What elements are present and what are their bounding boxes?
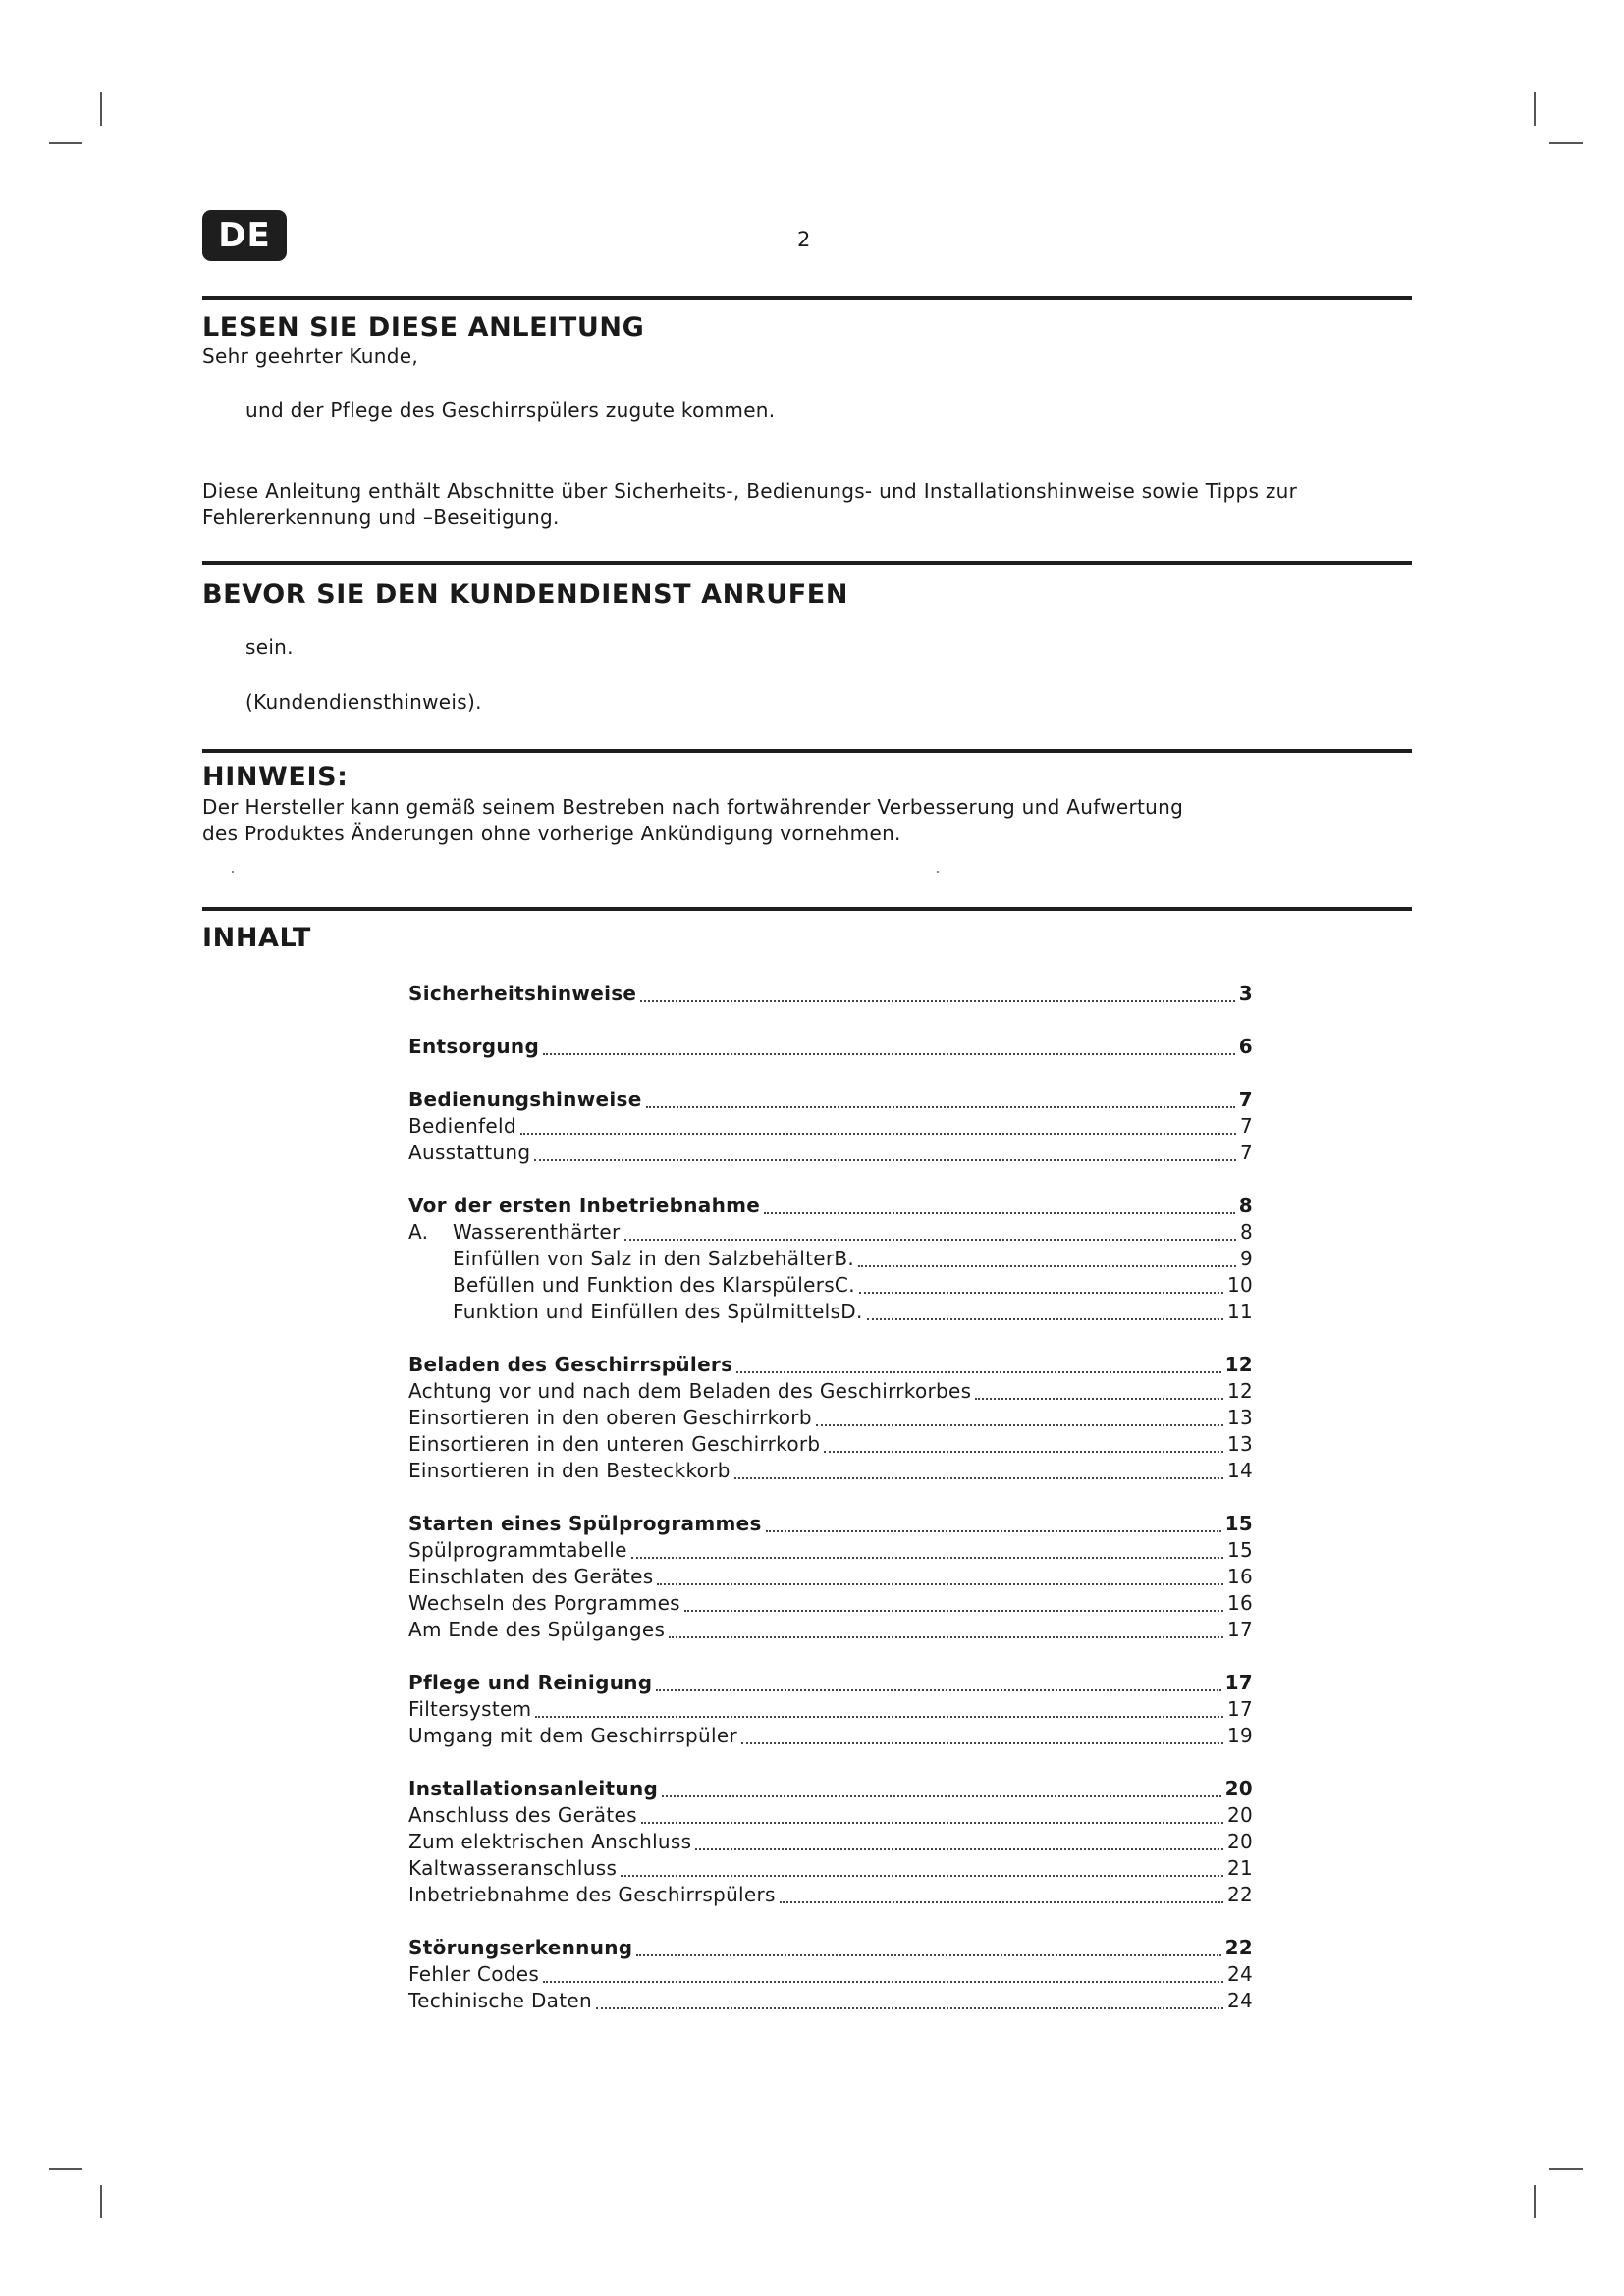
toc-entry <box>408 1618 1253 1644</box>
toc-entry-page: 3 <box>1238 982 1253 1005</box>
section-title-contents: INHALT <box>202 923 311 953</box>
note-paragraph-line: Der Hersteller kann gemäß seinem Bestreben nach fortwährender Verbesserung und Aufwertung <box>202 795 1184 819</box>
toc-entry-label: Inbetriebnahme des Geschirrspülers <box>408 1883 776 1906</box>
section-title-note: HINWEIS: <box>202 762 349 792</box>
toc-entry-label: Einfüllen von Salz in den SalzbehälterB. <box>453 1247 855 1270</box>
toc-group <box>408 1512 1253 1644</box>
toc-heading <box>408 982 1253 1008</box>
section-rule <box>202 749 1412 753</box>
toc-entry-page: 14 <box>1226 1459 1253 1482</box>
read-paragraph-line: Diese Anleitung enthält Abschnitte über Sicherheits-, Bedienungs- und Installationshinweise sowie Tipps zur <box>202 479 1298 503</box>
toc-leader-dots <box>824 1451 1223 1453</box>
toc-heading <box>408 1088 1253 1114</box>
toc-entry-page: 17 <box>1224 1671 1253 1694</box>
toc-entry-label: Kaltwasseranschluss <box>408 1856 618 1880</box>
toc-entry-label: Einsortieren in den Besteckkorb <box>408 1459 731 1482</box>
toc-entry-label: Einsortieren in den unteren Geschirrkorb <box>408 1432 821 1456</box>
toc-entry-page: 20 <box>1226 1830 1253 1853</box>
toc-leader-dots <box>859 1292 1223 1294</box>
toc-leader-dots <box>624 1239 1236 1241</box>
toc-entry-prefix: A. <box>408 1220 429 1244</box>
table-of-contents <box>408 982 1253 2042</box>
toc-entry <box>408 1406 1253 1432</box>
toc-entry-page: 22 <box>1226 1883 1253 1906</box>
toc-entry-page: 11 <box>1226 1300 1253 1323</box>
toc-entry-page: 8 <box>1239 1220 1253 1244</box>
toc-entry-label: Installationsanleitung <box>408 1777 659 1800</box>
toc-entry <box>408 1141 1253 1167</box>
toc-entry-page: 6 <box>1238 1035 1253 1058</box>
toc-leader-dots <box>736 1371 1220 1373</box>
toc-entry-label: Achtung vor und nach dem Beladen des Geschirrkorbes <box>408 1379 972 1403</box>
stray-dot <box>232 871 234 873</box>
toc-entry <box>408 1114 1253 1141</box>
toc-entry-label: Funktion und Einfüllen des SpülmittelsD. <box>453 1300 863 1323</box>
read-line: und der Pflege des Geschirrspülers zugute kommen. <box>245 399 776 422</box>
toc-entry-page: 20 <box>1226 1803 1253 1827</box>
toc-entry <box>408 1697 1253 1724</box>
service-line: sein. <box>245 635 294 659</box>
language-badge: DE <box>202 210 287 261</box>
toc-leader-dots <box>534 1159 1236 1161</box>
toc-leader-dots <box>657 1583 1222 1585</box>
toc-entry-label: Sicherheitshinweise <box>408 982 637 1005</box>
toc-entry-page: 21 <box>1226 1856 1253 1880</box>
toc-entry-label: Störungserkennung <box>408 1936 633 1959</box>
crop-mark <box>100 2185 102 2218</box>
toc-entry <box>408 1565 1253 1591</box>
crop-mark <box>1549 2168 1583 2170</box>
toc-entry-page: 15 <box>1224 1512 1253 1535</box>
toc-entry <box>408 1300 1253 1326</box>
toc-entry-label: Wechseln des Porgrammes <box>408 1591 680 1615</box>
toc-group <box>408 1777 1253 1909</box>
toc-group <box>408 1671 1253 1750</box>
toc-group <box>408 1088 1253 1167</box>
toc-entry <box>408 1989 1253 2015</box>
toc-entry-page: 24 <box>1226 1989 1253 2012</box>
toc-leader-dots <box>543 1981 1223 1983</box>
toc-entry-label: Zum elektrischen Anschluss <box>408 1830 692 1853</box>
toc-entry-label: Beladen des Geschirrspülers <box>408 1353 733 1376</box>
toc-leader-dots <box>764 1212 1235 1214</box>
toc-entry <box>408 1803 1253 1830</box>
toc-entry-page: 9 <box>1239 1247 1253 1270</box>
toc-leader-dots <box>656 1689 1220 1691</box>
toc-heading <box>408 1671 1253 1697</box>
toc-entry-label: Entsorgung <box>408 1035 540 1058</box>
toc-entry <box>408 1432 1253 1459</box>
toc-group <box>408 1936 1253 2015</box>
crop-mark <box>1534 2185 1536 2218</box>
toc-heading <box>408 1936 1253 1962</box>
toc-entry-label: Bedienfeld <box>408 1114 516 1138</box>
toc-leader-dots <box>858 1265 1236 1267</box>
toc-leader-dots <box>646 1106 1235 1108</box>
toc-leader-dots <box>695 1848 1223 1850</box>
toc-leader-dots <box>669 1636 1223 1638</box>
toc-entry-page: 16 <box>1226 1565 1253 1588</box>
toc-entry-page: 19 <box>1226 1724 1253 1747</box>
toc-entry-page: 7 <box>1238 1088 1253 1111</box>
toc-heading <box>408 1777 1253 1803</box>
toc-entry-page: 10 <box>1226 1273 1253 1297</box>
toc-group <box>408 1035 1253 1061</box>
toc-group <box>408 982 1253 1008</box>
toc-entry-page: 16 <box>1226 1591 1253 1615</box>
toc-leader-dots <box>816 1424 1223 1426</box>
toc-entry-label: Wasserenthärter <box>453 1220 621 1244</box>
toc-entry <box>408 1830 1253 1856</box>
toc-entry <box>408 1379 1253 1406</box>
toc-leader-dots <box>636 1954 1220 1956</box>
toc-leader-dots <box>596 2007 1223 2009</box>
toc-entry <box>408 1591 1253 1618</box>
toc-heading <box>408 1035 1253 1061</box>
toc-entry-label: Bedienungshinweise <box>408 1088 642 1111</box>
section-title-service: BEVOR SIE DEN KUNDENDIENST ANRUFEN <box>202 579 849 610</box>
stray-dot <box>937 871 939 873</box>
toc-leader-dots <box>741 1742 1223 1744</box>
toc-leader-dots <box>520 1133 1236 1135</box>
crop-mark <box>100 92 102 126</box>
toc-entry <box>408 1459 1253 1485</box>
section-rule <box>202 296 1412 300</box>
toc-entry-label: Techinische Daten <box>408 1989 592 2012</box>
toc-leader-dots <box>662 1795 1220 1797</box>
toc-entry <box>408 1538 1253 1565</box>
section-rule <box>202 907 1412 911</box>
toc-entry-page: 13 <box>1226 1432 1253 1456</box>
toc-entry-page: 17 <box>1226 1697 1253 1721</box>
toc-entry-page: 20 <box>1224 1777 1253 1800</box>
toc-entry <box>408 1883 1253 1909</box>
toc-leader-dots <box>734 1477 1223 1479</box>
toc-entry-page: 7 <box>1239 1141 1253 1164</box>
toc-entry-label: Am Ende des Spülganges <box>408 1618 666 1641</box>
toc-leader-dots <box>631 1557 1223 1559</box>
toc-entry-label: Einsortieren in den oberen Geschirrkorb <box>408 1406 812 1429</box>
toc-entry <box>408 1724 1253 1750</box>
note-paragraph-line: des Produktes Änderungen ohne vorherige Ankündigung vornehmen. <box>202 822 901 845</box>
toc-entry-label: Anschluss des Gerätes <box>408 1803 637 1827</box>
section-title-read: LESEN SIE DIESE ANLEITUNG <box>202 312 645 343</box>
toc-leader-dots <box>543 1053 1235 1055</box>
toc-leader-dots <box>766 1530 1221 1532</box>
toc-entry-page: 12 <box>1224 1353 1253 1376</box>
toc-group <box>408 1353 1253 1485</box>
toc-entry-label: Spülprogrammtabelle <box>408 1538 627 1562</box>
toc-entry-page: 17 <box>1226 1618 1253 1641</box>
toc-entry-label: Pflege und Reinigung <box>408 1671 653 1694</box>
toc-entry-label: Umgang mit dem Geschirrspüler <box>408 1724 737 1747</box>
toc-entry-label: Fehler Codes <box>408 1962 540 1986</box>
page-number: 2 <box>797 228 811 251</box>
toc-heading <box>408 1512 1253 1538</box>
salutation: Sehr geehrter Kunde, <box>202 345 419 368</box>
crop-mark <box>49 142 82 144</box>
toc-entry-label: Ausstattung <box>408 1141 531 1164</box>
toc-entry <box>408 1856 1253 1883</box>
toc-entry-label: Befüllen und Funktion des KlarspülersC. <box>453 1273 855 1297</box>
toc-entry-label: Einschlaten des Gerätes <box>408 1565 654 1588</box>
toc-entry-page: 24 <box>1226 1962 1253 1986</box>
crop-mark <box>1534 92 1536 126</box>
toc-entry-label: Starten eines Spülprogrammes <box>408 1512 762 1535</box>
read-paragraph-line: Fehlererkennung und –Beseitigung. <box>202 506 560 529</box>
toc-heading <box>408 1353 1253 1379</box>
toc-leader-dots <box>535 1716 1223 1718</box>
toc-entry-label: Vor der ersten Inbetriebnahme <box>408 1194 761 1217</box>
section-rule <box>202 561 1412 565</box>
toc-leader-dots <box>780 1901 1223 1903</box>
crop-mark <box>49 2168 82 2170</box>
toc-leader-dots <box>640 1000 1234 1002</box>
toc-entry-page: 22 <box>1224 1936 1253 1959</box>
toc-entry-label: Filtersystem <box>408 1697 532 1721</box>
toc-entry <box>408 1220 1253 1247</box>
toc-group <box>408 1194 1253 1326</box>
toc-entry <box>408 1962 1253 1989</box>
toc-entry-page: 8 <box>1238 1194 1253 1217</box>
service-line: (Kundendiensthinweis). <box>245 690 482 714</box>
toc-leader-dots <box>867 1318 1223 1320</box>
crop-mark <box>1549 142 1583 144</box>
toc-leader-dots <box>641 1822 1223 1824</box>
toc-entry-page: 13 <box>1226 1406 1253 1429</box>
toc-leader-dots <box>975 1398 1223 1400</box>
toc-entry <box>408 1247 1253 1273</box>
toc-leader-dots <box>684 1610 1223 1612</box>
toc-entry-page: 12 <box>1226 1379 1253 1403</box>
toc-entry-page: 7 <box>1239 1114 1253 1138</box>
toc-heading <box>408 1194 1253 1220</box>
toc-entry-page: 15 <box>1226 1538 1253 1562</box>
toc-leader-dots <box>621 1875 1223 1877</box>
toc-entry <box>408 1273 1253 1300</box>
